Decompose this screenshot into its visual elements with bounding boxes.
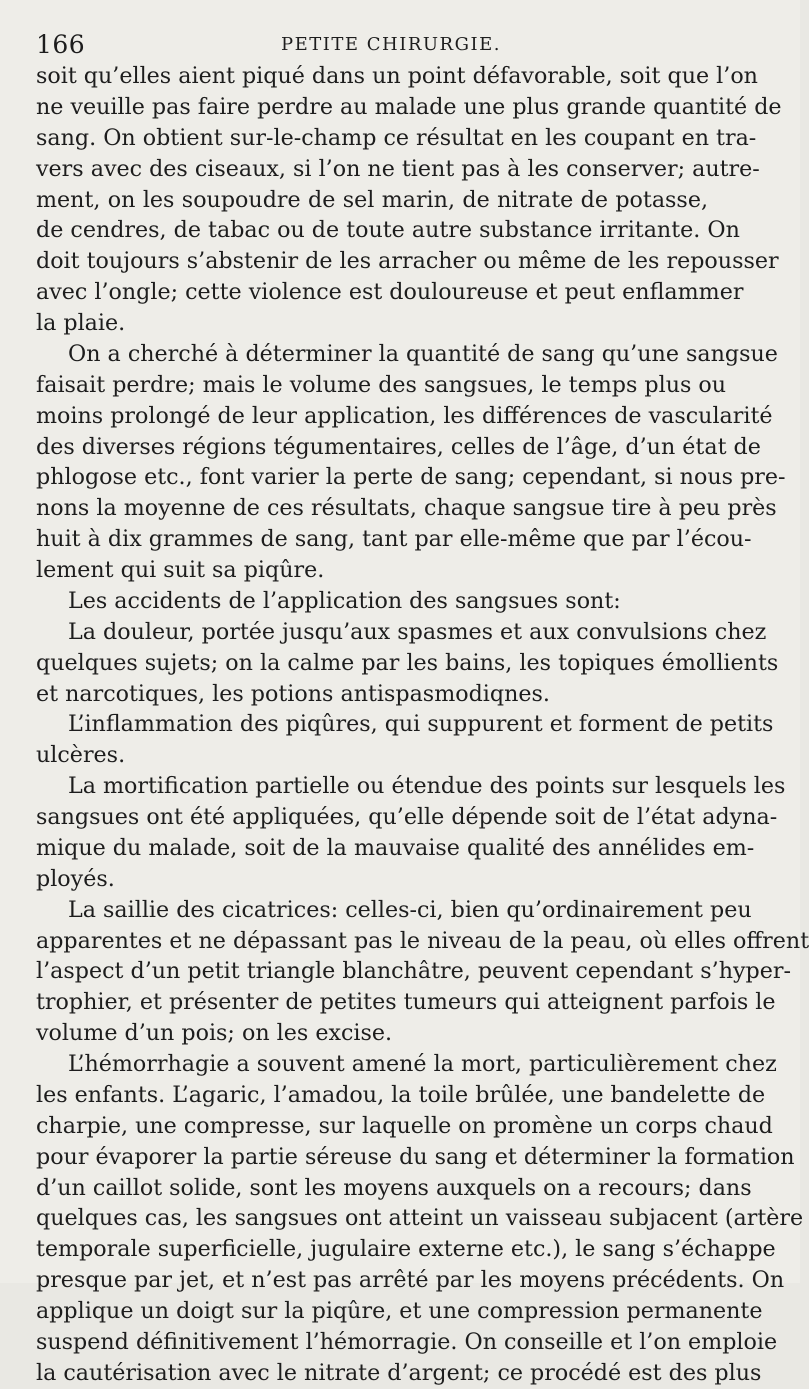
text-line: lement qui suit sa piqûre. bbox=[36, 557, 325, 583]
text-line: L’inflammation des piqûres, qui suppurent et forment de petits bbox=[68, 711, 774, 738]
text-line: nons la moyenne de ces résultats, chaque sangsue tire à peu près bbox=[36, 495, 777, 522]
text-line: applique un doigt sur la piqûre, et une compression permanente bbox=[36, 1298, 763, 1324]
text-line: doit toujours s’abstenir de les arracher ou même de les repousser bbox=[36, 248, 779, 275]
text-line: faisait perdre; mais le volume des sangsues, le temps plus ou bbox=[36, 371, 727, 398]
paragraph bbox=[36, 586, 708, 617]
text-line: apparentes et ne dépassant pas le niveau de la peau, où elles offrent bbox=[36, 927, 809, 954]
text-line: La saillie des cicatrices: celles-ci, bien qu’ordinairement peu bbox=[68, 896, 752, 923]
text-line: suspend définitivement l’hémorragie. On conseille et l’on emploie bbox=[36, 1328, 778, 1355]
text-line: avec l’ongle; cette violence est douloureuse et peut enflammer bbox=[36, 279, 744, 306]
text-line: Les accidents de l’application des sangsues sont: bbox=[68, 587, 621, 614]
text-line: La douleur, portée jusqu’aux spasmes et aux convulsions chez bbox=[68, 618, 767, 645]
text-line: La mortification partielle ou étendue des points sur lesquels les bbox=[68, 773, 786, 800]
page-body-text bbox=[36, 61, 809, 1389]
text-line: les enfants. L’agaric, l’amadou, la toile brûlée, une bandelette de bbox=[36, 1081, 766, 1108]
text-line: L’hémorrhagie a souvent amené la mort, particulièrement chez bbox=[68, 1051, 777, 1077]
text-line: mique du malade, soit de la mauvaise qualité des annélides em- bbox=[36, 834, 755, 861]
page-number: 166 bbox=[36, 30, 86, 59]
text-line: On a cherché à déterminer la quantité de sang qu’une sangsue bbox=[68, 340, 778, 367]
paragraph bbox=[36, 617, 779, 710]
paragraph bbox=[36, 61, 782, 339]
text-line: la plaie. bbox=[36, 310, 126, 336]
text-line: presque par jet, et n’est pas arrêté par les moyens précédents. On bbox=[36, 1267, 785, 1294]
running-title: PETITE CHIRURGIE. bbox=[281, 34, 501, 55]
text-line: pour évaporer la partie séreuse du sang et déterminer la formation bbox=[36, 1143, 795, 1170]
paragraph bbox=[36, 895, 809, 1049]
paragraph bbox=[36, 339, 786, 586]
paragraph bbox=[36, 771, 786, 895]
text-line: la cautérisation avec le nitrate d’argent; ce procédé est des plus bbox=[36, 1359, 762, 1386]
text-line: l’aspect d’un petit triangle blanchâtre, peuvent cependant s’hyper- bbox=[36, 958, 791, 985]
text-line: ulcères. bbox=[36, 742, 126, 769]
text-line: des diverses régions tégumentaires, celles de l’âge, d’un état de bbox=[36, 433, 761, 460]
text-line: d’un caillot solide, sont les moyens auxquels on a recours; dans bbox=[36, 1174, 752, 1201]
text-line: phlogose etc., font varier la perte de sang; cependant, si nous pre- bbox=[36, 464, 786, 491]
text-line: vers avec des ciseaux, si l’on ne tient pas à les conserver; autre- bbox=[36, 155, 760, 182]
text-line: quelques cas, les sangsues ont atteint un vaisseau subjacent (artère bbox=[36, 1205, 804, 1232]
text-line: de cendres, de tabac ou de toute autre substance irritante. On bbox=[36, 217, 740, 244]
text-line: ne veuille pas faire perdre au malade une plus grande quantité de bbox=[36, 93, 782, 120]
text-line: soit qu’elles aient piqué dans un point défavorable, soit que l’on bbox=[36, 63, 758, 89]
text-line: sang. On obtient sur-le-champ ce résultat en les coupant en tra- bbox=[36, 124, 757, 151]
text-line: temporale superficielle, jugulaire externe etc.), le sang s’échappe bbox=[36, 1236, 776, 1263]
text-line: ment, on les soupoudre de sel marin, de nitrate de potasse, bbox=[36, 186, 708, 213]
text-line: quelques sujets; on la calme par les bains, les topiques émollients bbox=[36, 649, 779, 676]
page-header bbox=[36, 30, 760, 64]
text-line: charpie, une compresse, sur laquelle on promène un corps chaud bbox=[36, 1112, 773, 1139]
text-line: volume d’un pois; on les excise. bbox=[36, 1020, 393, 1047]
paragraph bbox=[36, 1049, 804, 1389]
text-line: sangsues ont été appliquées, qu’elle dépende soit de l’état adyna- bbox=[36, 804, 778, 830]
text-line: ployés. bbox=[36, 865, 115, 892]
text-line: et narcotiques, les potions antispasmodiqnes. bbox=[36, 680, 550, 707]
text-line: moins prolongé de leur application, les différences de vascularité bbox=[36, 402, 773, 429]
text-line: trophier, et présenter de petites tumeurs qui atteignent parfois le bbox=[36, 989, 776, 1016]
paragraph bbox=[36, 709, 774, 771]
text-line: huit à dix grammes de sang, tant par elle-même que par l’écou- bbox=[36, 526, 752, 553]
